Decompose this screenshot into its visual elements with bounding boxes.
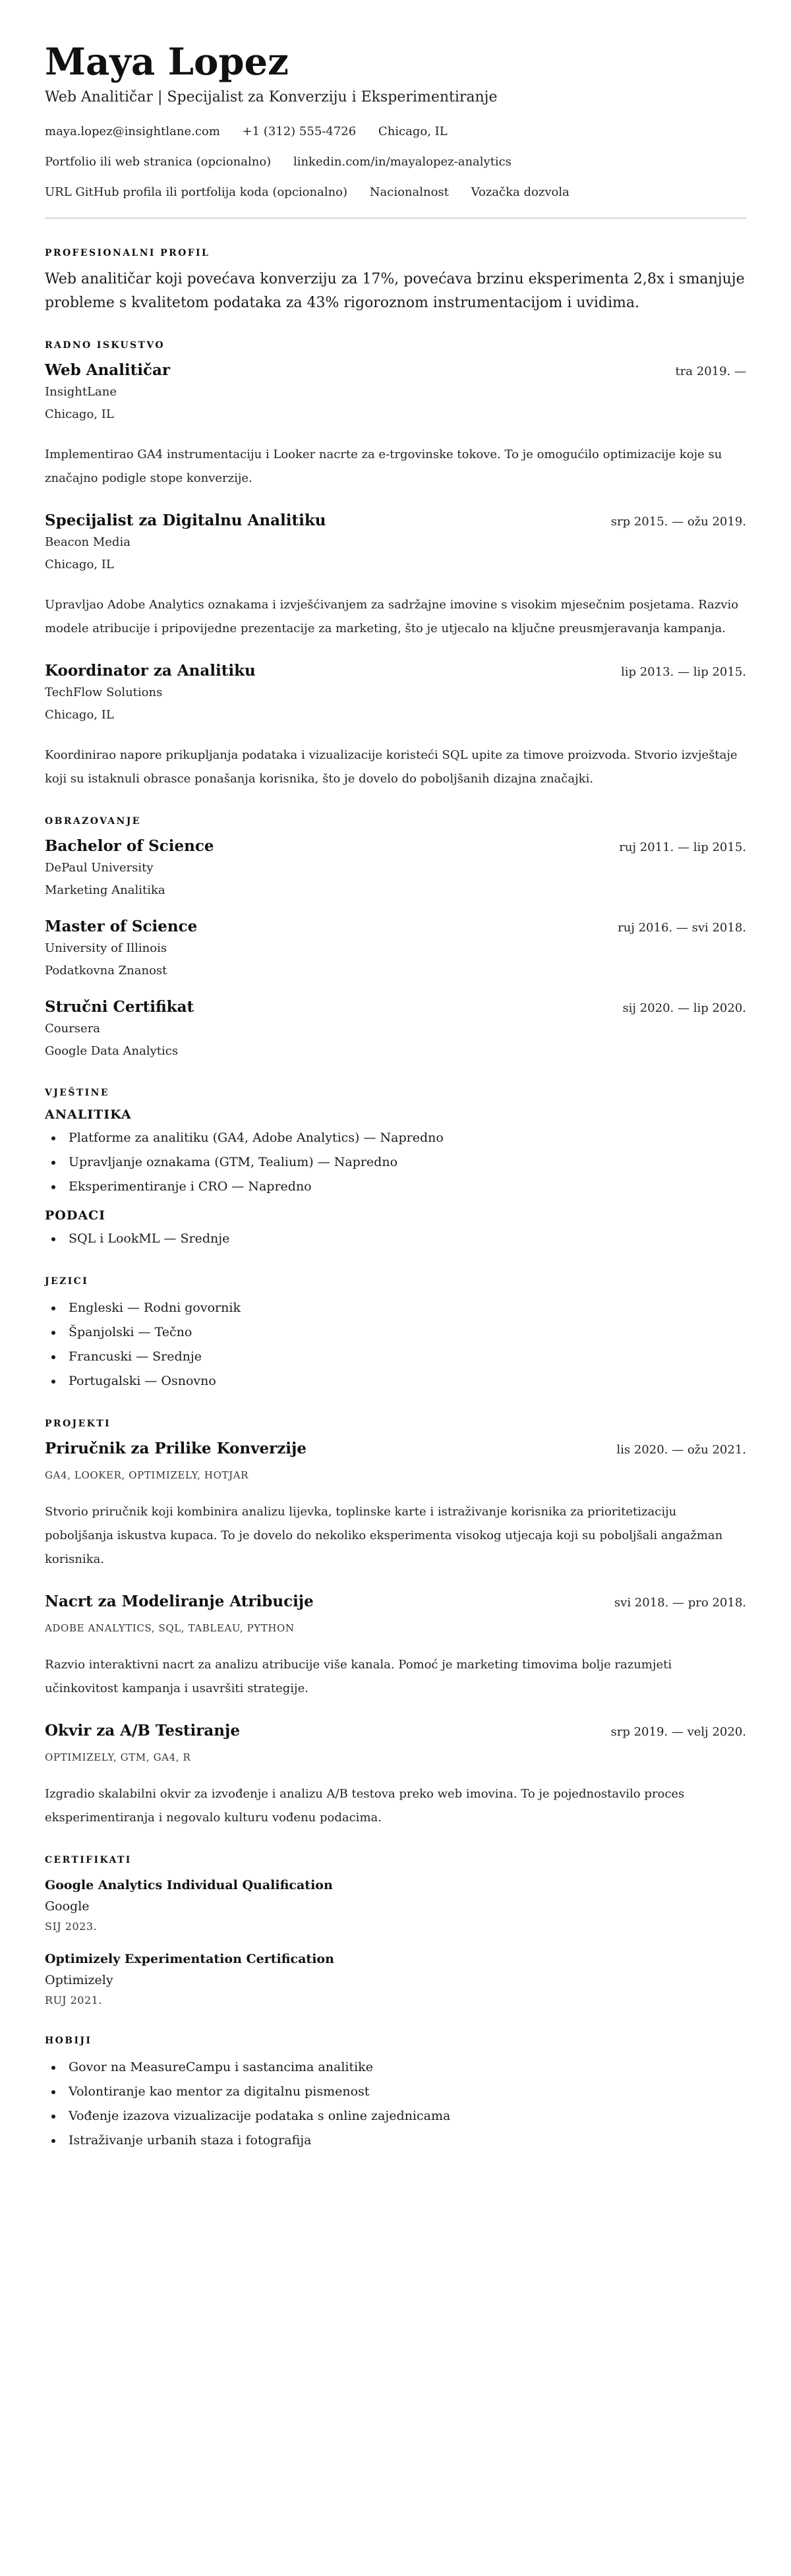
project-tech-stack: ADOBE ANALYTICS, SQL, TABLEAU, PYTHON xyxy=(45,1622,295,1634)
section-title: RADNO ISKUSTVO xyxy=(45,340,165,351)
candidate-headline: Web Analitičar | Specijalist za Konverziju i Eksperimentiranje xyxy=(45,89,498,105)
skill-group-title: ANALITIKA xyxy=(45,1107,132,1122)
project-description: Razvio interaktivni nacrt za analizu atribucije više kanala. Pomoć je marketing timovima bolje razumjeti učinkovitost kampanja i usavršiti strategije. xyxy=(45,1658,672,1695)
section-title: PROJEKTI xyxy=(45,1419,111,1429)
project-dates: lis 2020. — ožu 2021. xyxy=(616,1443,746,1457)
certification-issuer: Optimizely xyxy=(45,1973,113,1987)
job-dates: srp 2015. — ožu 2019. xyxy=(610,515,746,529)
contact-line-extra xyxy=(45,185,746,200)
project-entry xyxy=(45,1438,746,1571)
project-entry xyxy=(45,1720,746,1830)
contact-email[interactable]: maya.lopez@insightlane.com xyxy=(45,125,220,138)
job-company: InsightLane xyxy=(45,385,117,399)
language-item: • Engleski — Rodni govornik xyxy=(63,1296,746,1320)
section-skills xyxy=(45,1088,746,1251)
school-name: Coursera xyxy=(45,1022,101,1036)
contact-drivers-license: Vozačka dozvola xyxy=(471,185,570,199)
job-description: Upravljao Adobe Analytics oznakama i izvješćivanjem za sadržajne imovine s visokim mjesečnim posjetama. Razvio modele atribucije i pripovijedne prezentacije za marketing, što je utjecalo na ključne preusmjeravanja kampanja. xyxy=(45,598,739,635)
education-dates: sij 2020. — lip 2020. xyxy=(622,1001,746,1015)
section-languages xyxy=(45,1276,746,1393)
profile-summary: Web analitičar koji povećava konverziju za 17%, povećava brzinu eksperimenta 2,8x i smanjuje probleme s kvalitetom podataka za 43% rigoroznom instrumentacijom i uvidima. xyxy=(45,271,745,311)
education-dates: ruj 2011. — lip 2015. xyxy=(619,840,746,854)
education-entry xyxy=(45,916,746,982)
field-of-study: Google Data Analytics xyxy=(45,1044,179,1058)
contact-line-links xyxy=(45,154,746,170)
project-description: Izgradio skalabilni okvir za izvođenje i analizu A/B testova preko web imovina. To je pojednostavilo proces eksperimentiranja i negovalo kulturu vođenu podacima. xyxy=(45,1787,685,1825)
project-description: Stvorio priručnik koji kombinira analizu lijevka, toplinske karte i istraživanje korisnika za prioritetizaciju poboljšanja iskustva kupaca. To je dovelo do nekoliko eksperimenta visokog utjecaja koji su poboljšali angažman korisnika. xyxy=(45,1505,723,1566)
section-title: JEZICI xyxy=(45,1276,89,1287)
degree-title: Bachelor of Science xyxy=(45,837,214,855)
contact-github[interactable]: URL GitHub profila ili portfolija koda (opcionalno) xyxy=(45,185,348,199)
contact-location: Chicago, IL xyxy=(378,125,448,138)
certification-entry xyxy=(45,1875,746,1937)
section-title: HOBIJI xyxy=(45,2035,92,2046)
project-name: Priručnik za Prilike Konverzije xyxy=(45,1440,307,1457)
section-education xyxy=(45,816,746,1063)
job-title: Specijalist za Digitalnu Analitiku xyxy=(45,512,326,529)
skill-list xyxy=(45,1227,746,1251)
school-name: DePaul University xyxy=(45,861,154,875)
field-of-study: Marketing Analitika xyxy=(45,883,165,897)
resume-header xyxy=(45,38,746,200)
skill-list xyxy=(45,1126,746,1199)
certification-entry xyxy=(45,1948,746,2010)
degree-title: Stručni Certifikat xyxy=(45,998,194,1016)
job-location: Chicago, IL xyxy=(45,708,114,722)
job-title: Koordinator za Analitiku xyxy=(45,662,256,680)
section-title: PROFESIONALNI PROFIL xyxy=(45,248,210,258)
section-experience xyxy=(45,340,746,791)
section-title: VJEŠTINE xyxy=(45,1088,109,1098)
hobby-item: • Govor na MeasureCampu i sastancima analitike xyxy=(63,2055,746,2080)
header-divider xyxy=(45,218,746,219)
experience-entry xyxy=(45,360,746,490)
project-tech-stack: GA4, LOOKER, OPTIMIZELY, HOTJAR xyxy=(45,1469,249,1481)
skill-group-title: PODACI xyxy=(45,1208,106,1223)
certification-name: Google Analytics Individual Qualification xyxy=(45,1878,333,1892)
project-entry xyxy=(45,1591,746,1701)
hobby-item: • Vođenje izazova vizualizacije podataka s online zajednicama xyxy=(63,2104,746,2128)
language-item: • Francuski — Srednje xyxy=(63,1345,746,1369)
language-list xyxy=(45,1296,746,1393)
contact-nationality: Nacionalnost xyxy=(369,185,449,199)
education-entry xyxy=(45,997,746,1063)
project-name: Nacrt za Modeliranje Atribucije xyxy=(45,1593,314,1610)
certification-date: RUJ 2021. xyxy=(45,1994,102,2006)
job-description: Koordinirao napore prikupljanja podataka i vizualizacije koristeći SQL upite za timove proizvoda. Stvorio izvještaje koji su istaknuli obrasce ponašanja korisnika, što je dovelo do poboljšanih dizajna značajki. xyxy=(45,748,738,786)
school-name: University of Illinois xyxy=(45,941,167,955)
education-dates: ruj 2016. — svi 2018. xyxy=(618,921,746,935)
skill-item: • Platforme za analitiku (GA4, Adobe Analytics) — Napredno xyxy=(63,1126,746,1150)
project-name: Okvir za A/B Testiranje xyxy=(45,1722,240,1740)
section-profile xyxy=(45,248,746,315)
job-dates: tra 2019. — xyxy=(675,365,746,378)
candidate-name: Maya Lopez xyxy=(45,40,289,84)
language-item: • Portugalski — Osnovno xyxy=(63,1369,746,1393)
job-company: TechFlow Solutions xyxy=(45,686,163,699)
hobby-list xyxy=(45,2055,746,2153)
section-title: CERTIFIKATI xyxy=(45,1855,132,1865)
job-dates: lip 2013. — lip 2015. xyxy=(620,665,746,679)
job-description: Implementirao GA4 instrumentaciju i Looker nacrte za e-trgovinske tokove. To je omogućilo optimizacije koje su značajno podigle stope konverzije. xyxy=(45,448,722,485)
skill-item: • SQL i LookML — Srednje xyxy=(63,1227,746,1251)
experience-entry xyxy=(45,510,746,641)
hobby-item: • Istraživanje urbanih staza i fotografija xyxy=(63,2128,746,2153)
section-certifications xyxy=(45,1855,746,2010)
job-location: Chicago, IL xyxy=(45,407,114,421)
job-title: Web Analitičar xyxy=(45,361,171,379)
section-projects xyxy=(45,1419,746,1830)
skill-item: • Eksperimentiranje i CRO — Napredno xyxy=(63,1175,746,1199)
contact-linkedin[interactable]: linkedin.com/in/mayalopez-analytics xyxy=(293,155,512,169)
contact-phone[interactable]: +1 (312) 555-4726 xyxy=(242,125,357,138)
job-location: Chicago, IL xyxy=(45,558,114,571)
language-item: • Španjolski — Tečno xyxy=(63,1320,746,1345)
section-title: OBRAZOVANJE xyxy=(45,816,141,827)
certification-issuer: Google xyxy=(45,1899,90,1914)
certification-date: SIJ 2023. xyxy=(45,1920,98,1933)
contact-line-primary xyxy=(45,124,746,140)
project-tech-stack: OPTIMIZELY, GTM, GA4, R xyxy=(45,1751,191,1763)
experience-entry xyxy=(45,660,746,791)
project-dates: srp 2019. — velj 2020. xyxy=(610,1725,746,1739)
field-of-study: Podatkovna Znanost xyxy=(45,964,167,978)
degree-title: Master of Science xyxy=(45,918,198,935)
hobby-item: • Volontiranje kao mentor za digitalnu pismenost xyxy=(63,2080,746,2104)
job-company: Beacon Media xyxy=(45,535,131,549)
project-dates: svi 2018. — pro 2018. xyxy=(614,1596,746,1610)
education-entry xyxy=(45,836,746,902)
contact-portfolio[interactable]: Portfolio ili web stranica (opcionalno) xyxy=(45,155,272,169)
certification-name: Optimizely Experimentation Certification xyxy=(45,1952,334,1966)
section-hobbies xyxy=(45,2035,746,2153)
skill-item: • Upravljanje oznakama (GTM, Tealium) — Napredno xyxy=(63,1150,746,1175)
